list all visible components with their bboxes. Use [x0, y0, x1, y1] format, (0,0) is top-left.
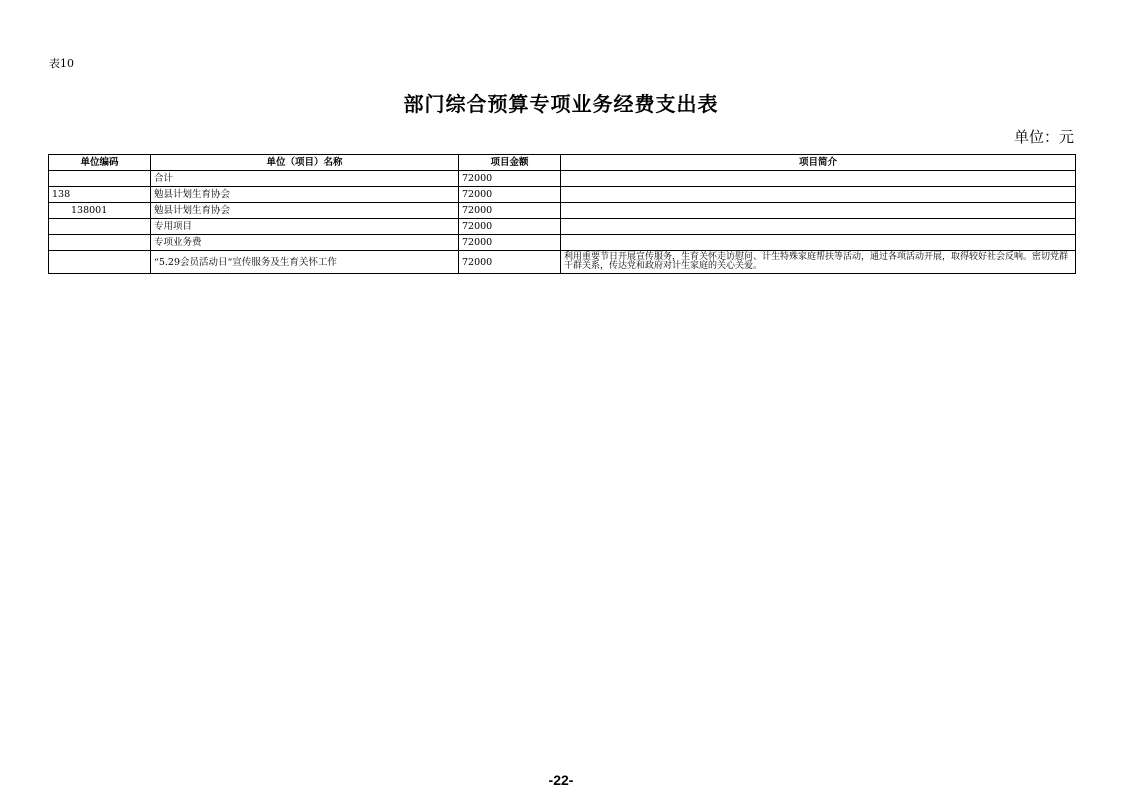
- cell-name: 专项业务费: [151, 235, 459, 251]
- table-row: [49, 171, 1076, 187]
- cell-name: 合计: [151, 171, 459, 187]
- cell-amount: 72000: [459, 235, 561, 251]
- table-row: [49, 203, 1076, 219]
- cell-code: [49, 235, 151, 251]
- cell-code: [49, 251, 151, 274]
- cell-code: [49, 171, 151, 187]
- unit-label: 单位：元: [1013, 128, 1074, 146]
- cell-code: [49, 219, 151, 235]
- table-row: [49, 187, 1076, 203]
- budget-table: [48, 154, 1076, 274]
- cell-name: 勉县计划生育协会: [151, 187, 459, 203]
- cell-amount: 72000: [459, 203, 561, 219]
- table-row: [49, 251, 1076, 274]
- header-unit-code: 单位编码: [49, 155, 151, 171]
- header-description: 项目简介: [561, 155, 1076, 171]
- cell-code: 138001: [49, 203, 151, 219]
- header-unit-name: 单位（项目）名称: [151, 155, 459, 171]
- cell-name: 勉县计划生育协会: [151, 203, 459, 219]
- cell-code: 138: [49, 187, 151, 203]
- cell-description: [561, 203, 1076, 219]
- cell-description: 利用重要节日开展宣传服务，生育关怀走访慰问、计生特殊家庭帮扶等活动，通过各项活动开展，取得较好社会反响。密切党群干群关系，传达党和政府对计生家庭的关心关爱。: [561, 251, 1076, 274]
- cell-description: [561, 171, 1076, 187]
- cell-name: “5.29会员活动日“宣传服务及生育关怀工作: [151, 251, 459, 274]
- cell-amount: 72000: [459, 219, 561, 235]
- table-row: [49, 235, 1076, 251]
- cell-amount: 72000: [459, 171, 561, 187]
- cell-amount: 72000: [459, 251, 561, 274]
- table-header-row: [49, 155, 1076, 171]
- page-number: -22-: [548, 772, 574, 788]
- cell-amount: 72000: [459, 187, 561, 203]
- table-row: [49, 219, 1076, 235]
- header-amount: 项目金额: [459, 155, 561, 171]
- page-title: 部门综合预算专项业务经费支出表: [403, 92, 719, 116]
- cell-description: [561, 219, 1076, 235]
- table-number-label: 表10: [49, 57, 74, 70]
- cell-description: [561, 187, 1076, 203]
- cell-description: [561, 235, 1076, 251]
- cell-name: 专用项目: [151, 219, 459, 235]
